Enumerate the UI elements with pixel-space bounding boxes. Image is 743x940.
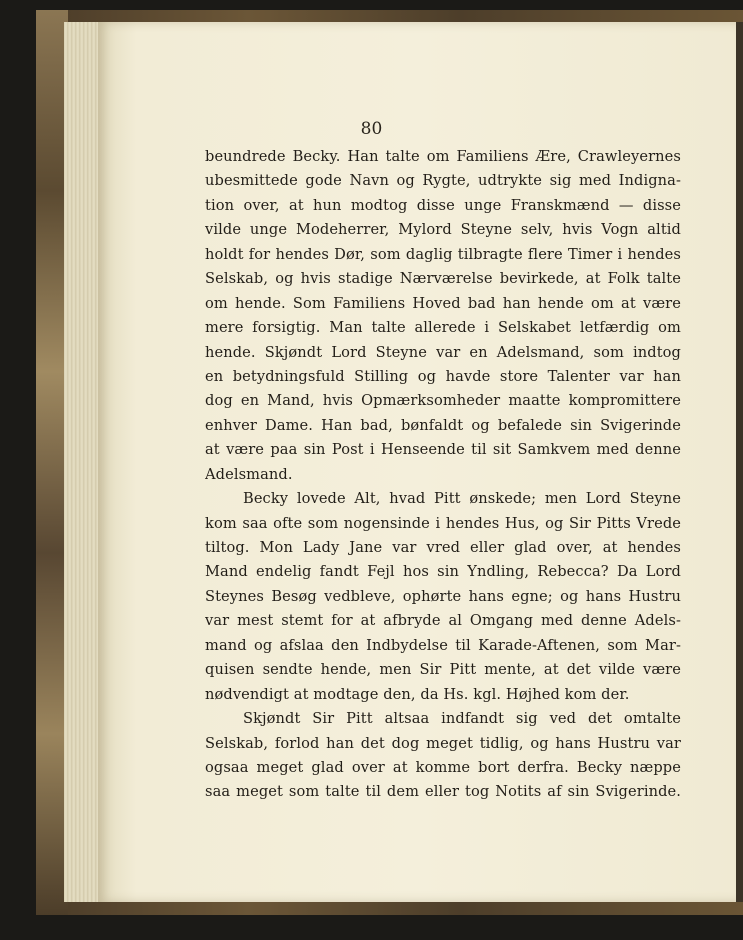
text-line: tion over, at hun modtog disse unge Franskmænd — disse <box>205 196 681 214</box>
text-line: Skjøndt Sir Pitt altsaa indfandt sig ved det omtalte <box>243 710 681 728</box>
text-line: tiltog. Mon Lady Jane var vred eller glad over, at hendes <box>205 539 681 556</box>
text-line: var mest stemt for at afbryde al Omgang med denne Adels- <box>205 612 681 630</box>
text-line: enhver Dame. Han bad, bønfaldt og befalede sin Svigerinde <box>205 416 681 434</box>
text-line: Becky lovede Alt, hvad Pitt ønskede; men Lord Steyne <box>243 490 681 508</box>
page-shadow <box>736 22 743 902</box>
body-text <box>205 145 681 805</box>
text-line: mere forsigtig. Man talte allerede i Selskabet letfærdig om <box>205 319 681 337</box>
text-line: om hende. Som Familiens Hoved bad han hende om at være <box>205 294 681 312</box>
text-line: Mand endelig fandt Fejl hos sin Yndling, Rebecca? Da Lord <box>205 563 681 581</box>
text-line: vilde unge Modeherrer, Mylord Steyne selv, hvis Vogn altid <box>205 221 681 239</box>
text-line: Selskab, forlod han det dog meget tidlig, og hans Hustru var <box>205 734 681 752</box>
text-line: ubesmittede gode Navn og Rygte, udtrykte sig med Indigna- <box>205 172 681 190</box>
page-number: 80 <box>360 119 383 139</box>
text-line: Adelsmand. <box>205 465 293 483</box>
text-line: dog en Mand, hvis Opmærksomheder maatte kompromittere <box>205 392 681 410</box>
text-line: Steynes Besøg vedbleve, ophørte hans egne; og hans Hustru <box>205 587 681 605</box>
text-line: holdt for hendes Dør, som daglig tilbragte flere Timer i hendes <box>205 245 681 263</box>
text-line: quisen sendte hende, men Sir Pitt mente, at det vilde være <box>205 661 681 679</box>
text-line: hende. Skjøndt Lord Steyne var en Adelsmand, som indtog <box>205 343 681 361</box>
text-line: at være paa sin Post i Henseende til sit Samkvem med denne <box>205 441 681 459</box>
text-line: kom saa ofte som nogensinde i hendes Hus, og Sir Pitts Vrede <box>205 514 681 532</box>
text-line: beundrede Becky. Han talte om Familiens Ære, Crawleyernes <box>205 148 681 165</box>
text-line: saa meget som talte til dem eller tog Notits af sin Svigerinde. <box>205 783 681 801</box>
text-line: mand og afslaa den Indbydelse til Karade-Aftenen, som Mar- <box>205 636 681 654</box>
text-line: nødvendigt at modtage den, da Hs. kgl. Højhed kom der. <box>205 685 630 703</box>
text-line: Selskab, og hvis stadige Nærværelse bevirkede, at Folk talte <box>205 270 681 288</box>
text-line: ogsaa meget glad over at komme bort derfra. Becky næppe <box>205 758 681 776</box>
text-line: en betydningsfuld Stilling og havde store Talenter var han <box>205 367 681 385</box>
